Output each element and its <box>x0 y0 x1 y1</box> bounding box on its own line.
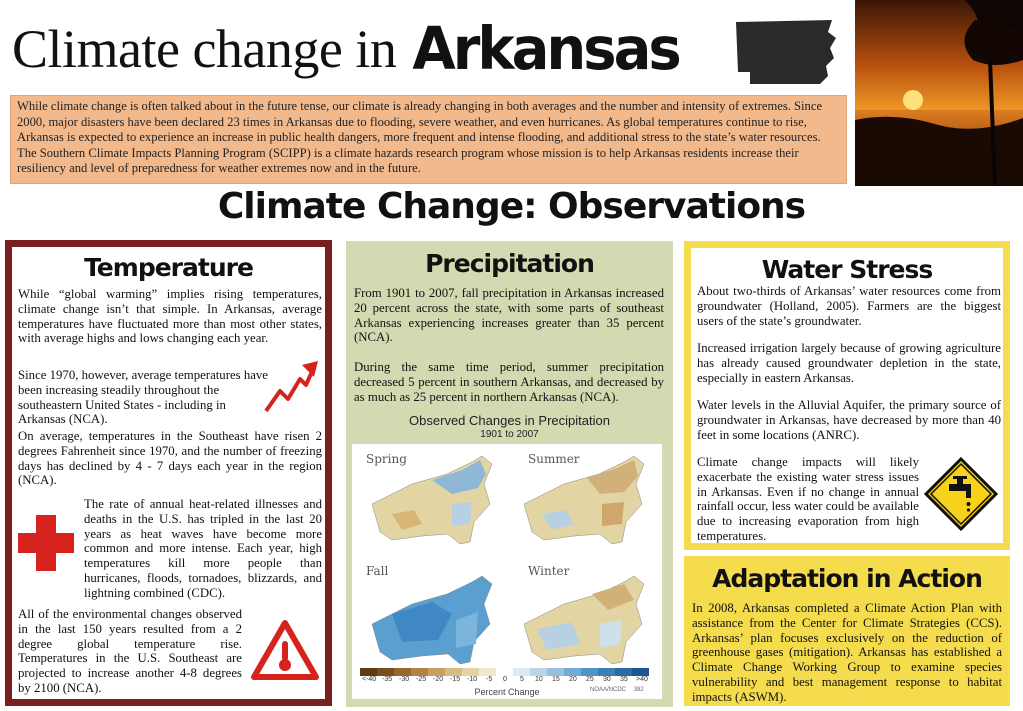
fall-map <box>372 576 492 664</box>
temperature-paragraph-5: All of the environmental changes observed in the last 150 years resulted from a 2 degree global temperature rise. Temperatures in the U.S. Southeast are projected to increase another 4-8 degrees by 2100 (NCA). <box>18 607 242 695</box>
legend-tick: -10 <box>467 676 478 683</box>
precipitation-paragraph-1: From 1901 to 2007, fall precipitation in Arkansas increased 20 percent across the state, with some parts of southeast Arkansas experiencing increases greater than 35 percent (NCA). <box>354 286 664 345</box>
water-stress-panel <box>684 241 1010 550</box>
season-label-spring: Spring <box>366 452 407 466</box>
adaptation-panel <box>684 556 1010 706</box>
temperature-panel <box>5 240 332 706</box>
temperature-paragraph-4: The rate of annual heat-related illnesses and deaths in the U.S. has tripled in the last 20 years as heat waves have become more common and more intense. Each year, high temperatures kill more people than hurricanes, floods, tornadoes, blizzards, and lightning combined (CDC). <box>84 497 322 600</box>
map-credit <box>590 687 644 693</box>
red-cross-icon <box>16 513 76 573</box>
legend-tick: -30 <box>399 676 410 683</box>
arkansas-state-shape-icon <box>732 18 842 88</box>
season-label-winter: Winter <box>528 564 570 578</box>
precipitation-panel <box>346 241 673 707</box>
season-label-fall: Fall <box>366 564 389 578</box>
legend-label: Percent Change <box>474 687 540 697</box>
page-title <box>12 14 679 84</box>
map-subtitle: 1901 to 2007 <box>480 429 539 440</box>
precipitation-paragraph-2: During the same time period, summer precipitation decreased 5 percent in southern Arkansas, and decreased by as much as 25 percent in northern Arkansas (NCA). <box>354 360 664 404</box>
water-stress-paragraph-2: Increased irrigation largely because of growing agriculture has already caused groundwater depletion in the state, especially in eastern Arkansas. <box>697 341 1001 385</box>
precipitation-heading: Precipitation <box>425 249 594 278</box>
sunset-photo <box>855 0 1023 186</box>
title-main-text: Climate change in <box>12 19 397 79</box>
legend-tick: 5 <box>520 676 524 683</box>
spring-map <box>372 456 492 544</box>
map-title: Observed Changes in Precipitation <box>409 413 610 428</box>
legend-tick: -25 <box>416 676 427 683</box>
season-maps <box>352 444 662 699</box>
intro-paragraph: While climate change is often talked about in the future tense, our climate is already changing in both averages and the number and intensity of extremes. Since 2000, major disasters have been declared 23 times in Arkansas due to flooding, severe weather, and even hurricanes. As global temperatures continue to rise, Arkansas is expected to experience an increase in public health dangers, more frequent and intense flooding, and additional stress to the state’s water resources. The Southern Climate Impacts Planning Program (SCIPP) is a climate hazards research program whose mission is to help Arkansas residents increase their resiliency and level of preparedness for weather extremes now and in the future. <box>10 95 847 184</box>
legend-tick: 20 <box>569 676 577 683</box>
observations-title: Climate Change: Observations <box>217 186 806 227</box>
faucet-warning-icon <box>923 456 999 532</box>
water-stress-paragraph-3: Water levels in the Alluvial Aquifer, the primary source of groundwater in Arkansas, have decreased by more than 40 feet in some locations (ANRC). <box>697 398 1001 442</box>
legend-tick: 35 <box>620 676 628 683</box>
adaptation-heading: Adaptation in Action <box>712 564 982 593</box>
winter-map <box>524 576 644 664</box>
adaptation-paragraph-1: In 2008, Arkansas completed a Climate Action Plan with assistance from the Center for Climate Strategies (CCS). Arkansas’ plan focuses exclusively on the reduction of greenhouse gases (mitigation). Arkansas has established a Climate Change Working Group to examine species vulnerability and best management response to habitat impacts (ASWM). <box>692 601 1002 704</box>
legend-tick: 0 <box>503 676 507 683</box>
legend-ticks <box>356 676 656 686</box>
legend-tick: 30 <box>603 676 611 683</box>
legend-tick: -35 <box>382 676 393 683</box>
water-stress-heading: Water Stress <box>761 255 933 284</box>
temperature-paragraph-2: Since 1970, however, average temperatures have been increasing steadily throughout the southeastern United States - including in Arkansas (NCA). <box>18 368 268 427</box>
legend-colorbar <box>360 668 649 676</box>
legend-tick: 10 <box>535 676 543 683</box>
title-state-text: Arkansas <box>412 14 679 84</box>
water-stress-paragraph-4: Climate change impacts will likely exacerbate the existing water stress issues in Arkansas. Even if no change in annual rainfall occur, less water could be available due to increasing evaporation from high temperatures. <box>697 455 919 543</box>
map-figure-number: 382 <box>633 687 644 693</box>
summer-map <box>524 456 644 544</box>
rising-arrow-icon <box>262 357 320 415</box>
precipitation-map-figure <box>352 444 662 699</box>
legend-tick: -5 <box>486 676 493 683</box>
water-stress-paragraph-1: About two-thirds of Arkansas’ water resources come from groundwater (Holland, 2005). Farmers are the biggest users of the state’s groundwater. <box>697 284 1001 328</box>
map-credit-source: NOAA/NCDC <box>590 687 627 693</box>
legend-tick: -15 <box>450 676 461 683</box>
season-label-summer: Summer <box>528 452 580 466</box>
legend-tick: -20 <box>433 676 444 683</box>
legend-tick: >40 <box>636 676 648 683</box>
thermometer-warning-icon <box>250 619 320 681</box>
legend-tick: 15 <box>552 676 560 683</box>
legend-tick: 25 <box>586 676 594 683</box>
legend-tick: <-40 <box>362 676 377 683</box>
temperature-paragraph-1: While “global warming” implies rising temperatures, climate change isn’t that simple. In Arkansas, average temperatures have fluctuated more than most other states, with average highs and lows changing each year. <box>18 287 322 346</box>
temperature-paragraph-3: On average, temperatures in the Southeast have risen 2 degrees Fahrenheit since 1970, and the number of freezing days has declined by 4 - 7 days each year in the region (NCA). <box>18 429 322 488</box>
temperature-heading: Temperature <box>84 253 253 282</box>
